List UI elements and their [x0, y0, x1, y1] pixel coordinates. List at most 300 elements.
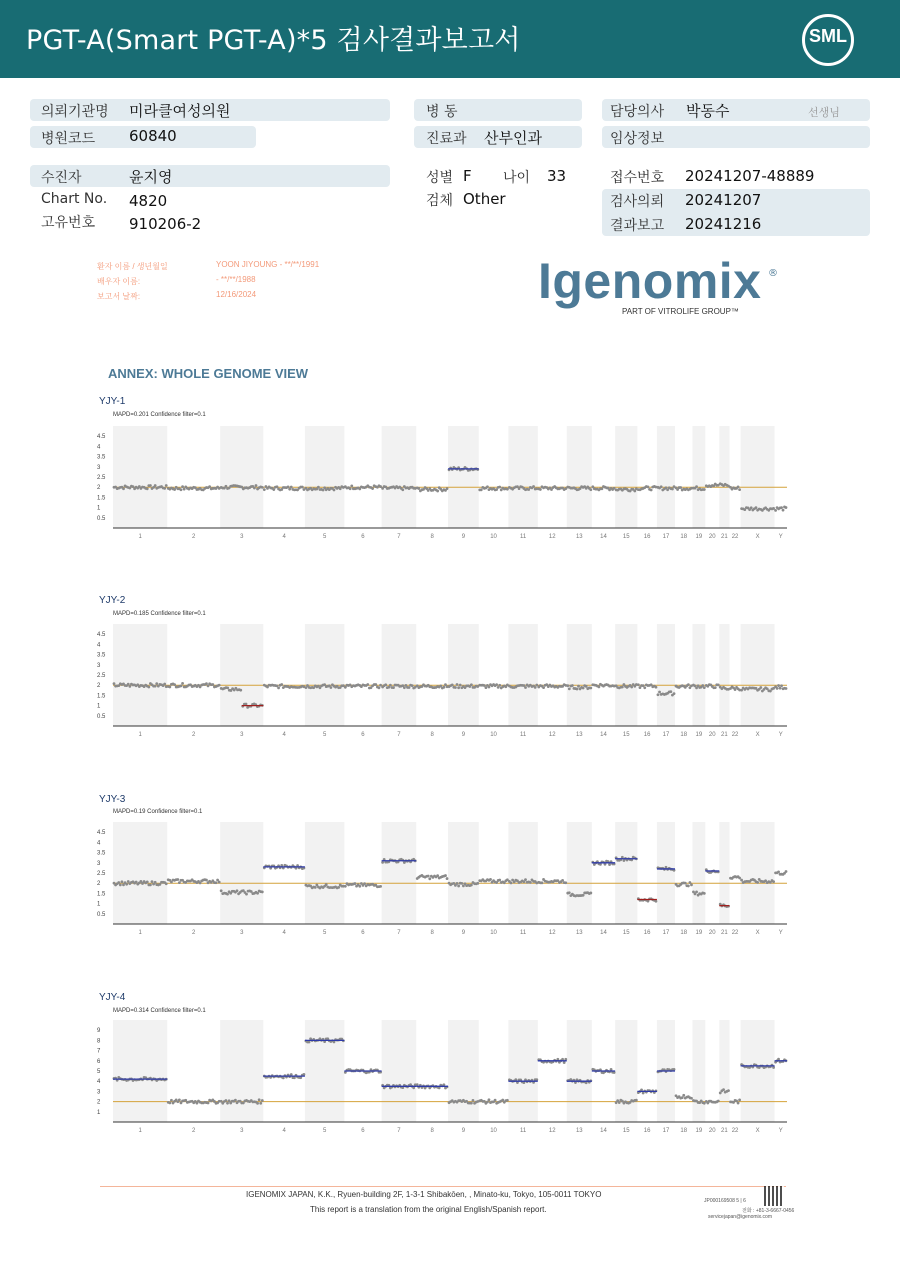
x-tick-label: 18	[680, 534, 688, 540]
data-point	[446, 877, 449, 880]
x-tick-label: 6	[361, 534, 365, 540]
data-point	[564, 881, 567, 884]
data-point	[738, 877, 741, 880]
data-point	[689, 881, 692, 884]
chromosome-band	[741, 1020, 775, 1122]
data-point	[650, 489, 653, 492]
y-tick-label: 4.5	[97, 632, 106, 639]
chromosome-band	[448, 822, 479, 924]
data-point	[780, 506, 783, 509]
x-tick-label: 1	[138, 732, 142, 738]
data-point	[738, 1099, 741, 1102]
data-point	[451, 683, 454, 686]
x-tick-label: 16	[643, 1128, 651, 1134]
data-point	[444, 874, 447, 877]
data-point	[643, 686, 646, 689]
y-tick-label: 3	[97, 662, 101, 669]
chromosome-band	[113, 822, 167, 924]
data-point	[589, 892, 592, 895]
chromosome-band	[615, 1020, 637, 1122]
patient-name-value: YOON JIYOUNG - **/**/1991	[216, 260, 320, 269]
data-point	[178, 1098, 181, 1101]
x-tick-label: 10	[490, 534, 497, 540]
data-point	[165, 484, 168, 487]
y-tick-label: 1	[97, 703, 101, 710]
data-point	[486, 485, 489, 488]
data-point	[630, 686, 633, 689]
y-tick-label: 3.5	[97, 850, 106, 857]
data-point	[727, 1089, 730, 1092]
chromosome-band	[567, 426, 592, 528]
chromosome-band	[220, 426, 263, 528]
data-point	[371, 487, 374, 490]
data-point	[350, 484, 353, 487]
data-point	[506, 1099, 509, 1102]
data-point	[389, 684, 392, 687]
x-tick-label: 16	[643, 930, 651, 936]
chromosome-band	[657, 426, 675, 528]
sample-title: YJY-4	[99, 992, 126, 1003]
data-point	[255, 484, 258, 487]
x-tick-label: 6	[361, 732, 365, 738]
data-point	[780, 684, 783, 687]
data-point	[563, 1061, 566, 1064]
x-tick-label: 12	[548, 732, 556, 738]
chromosome-band	[448, 426, 479, 528]
annex-title: ANNEX: WHOLE GENOME VIEW	[108, 366, 309, 381]
y-tick-label: 1.5	[97, 495, 106, 502]
x-tick-label: 5	[322, 1128, 327, 1134]
x-tick-label: 4	[282, 534, 286, 540]
x-tick-label: 3	[240, 930, 244, 936]
data-point	[403, 686, 406, 689]
data-point	[121, 880, 124, 883]
x-tick-label: 14	[600, 534, 607, 540]
x-tick-label: 15	[622, 930, 630, 936]
y-tick-label: 1	[97, 1109, 101, 1116]
data-point	[681, 1096, 684, 1099]
chromosome-band	[657, 624, 675, 726]
footer-phone: 전화 : +81-3-6667-0456	[742, 1208, 795, 1214]
data-point	[303, 1073, 306, 1076]
sex-label: 성별	[426, 170, 454, 186]
data-point	[428, 877, 431, 880]
chromosome-band	[692, 1020, 705, 1122]
data-point	[785, 870, 788, 873]
chromosome-band	[719, 426, 729, 528]
y-tick-label: 4	[97, 444, 101, 451]
data-point	[301, 486, 304, 489]
data-point	[687, 885, 690, 888]
y-tick-label: 3.5	[97, 454, 106, 461]
x-tick-label: 9	[461, 930, 466, 936]
x-tick-label: 20	[708, 732, 716, 738]
data-point	[180, 488, 183, 491]
chromosome-band	[692, 426, 705, 528]
chromosome-band	[305, 1020, 344, 1122]
data-point	[378, 686, 381, 689]
x-tick-label: 8	[430, 1128, 434, 1134]
x-tick-label: 3	[240, 1128, 244, 1134]
x-tick-label: Y	[778, 1128, 783, 1134]
x-tick-label: 9	[461, 1128, 466, 1134]
y-tick-label: 4	[97, 840, 101, 847]
data-point	[577, 685, 580, 688]
data-point	[337, 886, 340, 889]
patient-name-label: 환자 이름 / 생년월일	[97, 262, 168, 271]
receipt-value: 20241207-48889	[685, 167, 815, 185]
x-tick-label: 8	[430, 732, 434, 738]
chromosome-band	[508, 624, 537, 726]
data-point	[226, 1102, 229, 1105]
data-point	[777, 871, 780, 874]
chromosome-band	[448, 1020, 479, 1122]
data-point	[457, 686, 460, 689]
data-point	[317, 486, 320, 489]
data-point	[146, 487, 149, 490]
data-point	[777, 1058, 780, 1061]
data-point	[756, 881, 759, 884]
x-tick-label: 3	[240, 732, 244, 738]
data-point	[669, 690, 672, 693]
data-point	[456, 683, 459, 686]
x-tick-label: 11	[519, 930, 527, 936]
x-tick-label: 19	[695, 1128, 703, 1134]
x-tick-label: 4	[282, 732, 286, 738]
data-point	[354, 882, 357, 885]
data-point	[534, 686, 537, 689]
data-point	[637, 683, 640, 686]
x-tick-label: X	[755, 1128, 760, 1134]
chromosome-band	[719, 624, 729, 726]
data-point	[690, 1097, 693, 1100]
data-point	[671, 488, 674, 491]
data-point	[703, 488, 706, 491]
y-tick-label: 2.5	[97, 871, 106, 877]
y-tick-label: 2	[97, 485, 101, 492]
chromosome-band	[382, 822, 417, 924]
chromosome-band	[741, 426, 775, 528]
footer-address: IGENOMIX JAPAN, K.K., Ryuen-building 2F, 1-3-1 Shibakōen, , Minato-ku, Tokyo, 105-0011 TOKYO	[246, 1190, 602, 1199]
chromosome-band	[113, 426, 167, 528]
data-point	[259, 1102, 262, 1105]
chromosome-band	[382, 1020, 417, 1122]
data-point	[427, 875, 430, 878]
chromosome-band	[719, 1020, 729, 1122]
data-point	[635, 1099, 638, 1102]
x-tick-label: 14	[600, 930, 607, 936]
data-point	[571, 684, 574, 687]
chromosome-band	[692, 822, 705, 924]
x-tick-label: 7	[397, 534, 401, 540]
data-point	[582, 894, 585, 897]
data-point	[218, 684, 221, 687]
data-point	[576, 688, 579, 691]
footer-email: servicejapan@igenomix.com	[708, 1214, 772, 1220]
qr-code-icon	[764, 1186, 784, 1206]
y-tick-label: 2	[97, 881, 101, 888]
x-tick-label: 16	[643, 732, 651, 738]
y-tick-label: 3	[97, 464, 101, 471]
data-point	[679, 486, 682, 489]
department-value: 산부인과	[484, 129, 542, 147]
data-point	[495, 683, 498, 686]
x-tick-label: 5	[322, 930, 327, 936]
data-point	[436, 874, 439, 877]
x-tick-label: 21	[721, 930, 728, 936]
data-point	[722, 1088, 725, 1091]
chromosome-band	[305, 624, 344, 726]
ward-label: 병 동	[426, 104, 458, 120]
x-tick-label: 15	[622, 1128, 630, 1134]
doctor-suffix: 선생님	[808, 106, 840, 119]
data-point	[655, 686, 658, 689]
data-point	[566, 684, 569, 687]
x-tick-label: 20	[708, 534, 716, 540]
x-tick-label: 19	[695, 930, 703, 936]
partner-value: - **/**/1988	[216, 275, 256, 284]
chromosome-band	[220, 624, 263, 726]
x-tick-label: 20	[708, 930, 716, 936]
unique-no-label: 고유번호	[41, 215, 96, 231]
x-tick-label: 20	[708, 1128, 716, 1134]
genome-plot	[95, 1016, 795, 1138]
data-point	[325, 883, 328, 886]
data-point	[163, 683, 166, 686]
data-point	[253, 487, 256, 490]
data-point	[411, 684, 414, 687]
data-point	[220, 889, 223, 892]
data-point	[358, 885, 361, 888]
data-point	[180, 685, 183, 688]
data-point	[154, 881, 157, 884]
chromosome-band	[305, 426, 344, 528]
y-tick-label: 3	[97, 1089, 101, 1096]
data-point	[460, 882, 463, 885]
x-tick-label: 15	[622, 732, 630, 738]
institution-label: 의뢰기관명	[41, 104, 109, 120]
data-point	[535, 684, 538, 687]
footer-divider	[100, 1186, 786, 1187]
x-tick-label: 8	[430, 534, 434, 540]
data-point	[163, 487, 166, 490]
data-point	[470, 884, 473, 887]
data-point	[149, 484, 152, 487]
data-point	[658, 691, 661, 694]
x-tick-label: 21	[721, 1128, 728, 1134]
x-tick-label: 17	[662, 534, 670, 540]
x-tick-label: 18	[680, 930, 688, 936]
chromosome-band	[615, 426, 637, 528]
data-point	[256, 1102, 259, 1105]
x-tick-label: 17	[662, 930, 670, 936]
data-point	[703, 686, 706, 689]
x-tick-label: 13	[575, 1128, 583, 1134]
x-tick-label: X	[755, 732, 760, 738]
data-point	[211, 683, 214, 686]
x-tick-label: 21	[721, 732, 728, 738]
x-tick-label: 5	[322, 732, 327, 738]
chart-no-label: Chart No.	[41, 191, 108, 207]
data-point	[542, 686, 545, 689]
data-point	[263, 488, 266, 491]
chromosome-band	[615, 624, 637, 726]
x-tick-label: 1	[138, 534, 142, 540]
data-point	[366, 683, 369, 686]
data-point	[470, 1102, 473, 1105]
data-point	[776, 687, 779, 690]
data-point	[417, 487, 420, 490]
data-point	[258, 1098, 261, 1101]
y-tick-label: 2	[97, 1099, 101, 1106]
report-title: PGT-A(Smart PGT-A)*5 검사결과보고서	[26, 25, 521, 56]
data-point	[314, 886, 317, 889]
x-tick-label: X	[755, 534, 760, 540]
data-point	[384, 683, 387, 686]
data-point	[173, 683, 176, 686]
chromosome-band	[657, 822, 675, 924]
data-point	[737, 486, 740, 489]
data-point	[703, 892, 706, 895]
chromosome-band	[220, 822, 263, 924]
data-point	[276, 485, 279, 488]
x-tick-label: 11	[519, 534, 527, 540]
chromosome-band	[382, 426, 417, 528]
x-tick-label: 9	[461, 534, 466, 540]
x-tick-label: 10	[490, 930, 497, 936]
x-tick-label: 17	[662, 1128, 670, 1134]
x-tick-label: 2	[192, 1128, 196, 1134]
y-tick-label: 2.5	[97, 475, 106, 481]
x-tick-label: 1	[138, 930, 142, 936]
y-tick-label: 0.5	[97, 515, 106, 522]
sample-title: YJY-3	[99, 794, 126, 805]
x-tick-label: 10	[490, 1128, 497, 1134]
chromosome-band	[741, 822, 775, 924]
y-tick-label: 4.5	[97, 830, 106, 837]
data-point	[488, 1098, 491, 1101]
y-tick-label: 4.5	[97, 434, 106, 441]
y-tick-label: 8	[97, 1038, 101, 1045]
x-tick-label: 11	[519, 732, 527, 738]
x-tick-label: 15	[622, 534, 630, 540]
chromosome-band	[615, 822, 637, 924]
data-point	[349, 487, 352, 490]
y-tick-label: 1.5	[97, 693, 106, 700]
data-point	[215, 881, 218, 884]
data-point	[239, 689, 242, 692]
x-tick-label: 13	[575, 534, 583, 540]
data-point	[146, 881, 149, 884]
x-tick-label: 6	[361, 930, 365, 936]
x-tick-label: 1	[138, 1128, 142, 1134]
sml-logo-text: SML	[809, 26, 847, 46]
y-tick-label: 4	[97, 642, 101, 649]
x-tick-label: 21	[721, 534, 728, 540]
x-tick-label: 12	[548, 534, 556, 540]
age-label: 나이	[503, 170, 531, 186]
data-point	[717, 1100, 720, 1103]
chromosome-band	[448, 624, 479, 726]
data-point	[532, 485, 535, 488]
data-point	[408, 686, 411, 689]
chromosome-band	[508, 822, 537, 924]
report-date-meta-label: 보고서 날짜:	[97, 292, 141, 301]
data-point	[717, 683, 720, 686]
doctor-label: 담당의사	[610, 104, 665, 120]
x-tick-label: 4	[282, 1128, 286, 1134]
data-point	[168, 1101, 171, 1104]
y-tick-label: 7	[97, 1048, 101, 1055]
data-point	[155, 682, 158, 685]
sample-subtitle: MAPD=0.201 Confidence filter=0.1	[113, 412, 206, 418]
data-point	[510, 881, 513, 884]
chart-no-value: 4820	[129, 192, 168, 210]
genome-plot	[95, 620, 795, 742]
x-tick-label: 22	[731, 732, 739, 738]
data-point	[261, 1099, 264, 1102]
data-point	[149, 883, 152, 886]
data-point	[459, 684, 462, 687]
x-tick-label: Y	[778, 534, 783, 540]
x-tick-label: 13	[575, 732, 583, 738]
data-point	[608, 863, 611, 866]
institution-value: 미라클여성의원	[129, 102, 231, 120]
data-point	[226, 893, 229, 896]
data-point	[457, 885, 460, 888]
data-point	[498, 486, 501, 489]
data-point	[208, 485, 211, 488]
data-point	[122, 487, 125, 490]
x-tick-label: 8	[430, 930, 434, 936]
data-point	[293, 1076, 296, 1079]
data-point	[446, 487, 449, 490]
x-tick-label: 17	[662, 732, 670, 738]
x-tick-label: 14	[600, 1128, 607, 1134]
chromosome-band	[220, 1020, 263, 1122]
age-value: 33	[547, 167, 567, 185]
data-point	[660, 485, 663, 488]
data-point	[737, 1102, 740, 1105]
y-tick-label: 1	[97, 901, 101, 908]
data-point	[568, 891, 571, 894]
data-point	[165, 882, 168, 885]
data-point	[779, 687, 782, 690]
data-point	[225, 1099, 228, 1102]
data-point	[277, 686, 280, 689]
chromosome-band	[508, 426, 537, 528]
chromosome-band	[508, 1020, 537, 1122]
specimen-value: Other	[463, 190, 506, 208]
data-point	[181, 682, 184, 685]
data-point	[226, 686, 229, 689]
data-point	[568, 688, 571, 691]
data-point	[777, 684, 780, 687]
chromosome-band	[567, 822, 592, 924]
x-tick-label: Y	[778, 930, 783, 936]
data-point	[782, 509, 785, 512]
data-point	[280, 683, 283, 686]
field-bg	[30, 165, 390, 187]
data-point	[344, 885, 347, 888]
report-date-label: 결과보고	[610, 218, 665, 234]
data-point	[401, 488, 404, 491]
data-point	[218, 881, 221, 884]
igenomix-logo: Igenomix	[538, 253, 762, 309]
patient-value: 윤지영	[129, 168, 173, 186]
data-point	[205, 682, 208, 685]
data-point	[154, 685, 157, 688]
